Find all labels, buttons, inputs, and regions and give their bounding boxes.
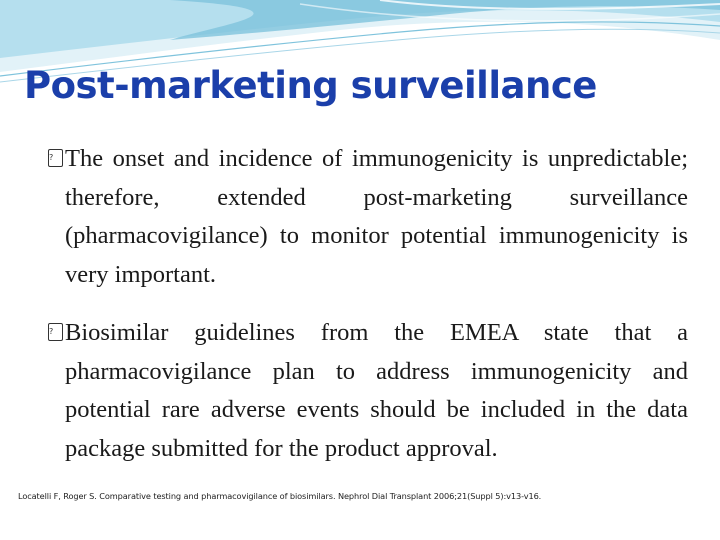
bullet-item bbox=[48, 314, 688, 468]
bullet-item bbox=[48, 140, 688, 294]
missing-glyph-box-icon: ? bbox=[48, 149, 63, 167]
bullet-list bbox=[48, 140, 688, 468]
bullet-text: The onset and incidence of immunogenicity is unpredictable; therefore, extended post-marketing surveillance (pharmacovigilance) to monitor potential immunogenicity is very important. bbox=[65, 145, 688, 288]
reference-citation: Locatelli F, Roger S. Comparative testing and pharmacovigilance of biosimilars. Nephrol Dial Transplant 2006;21(Suppl 5):v13-v16. bbox=[18, 491, 542, 501]
slide-title: Post-marketing surveillance bbox=[24, 64, 597, 107]
missing-glyph-box-icon: ? bbox=[48, 323, 63, 341]
bullet-text: Biosimilar guidelines from the EMEA state that a pharmacovigilance plan to address immunogenicity and potential rare adverse events should be included in the data package submitted for the product approval. bbox=[65, 319, 688, 462]
